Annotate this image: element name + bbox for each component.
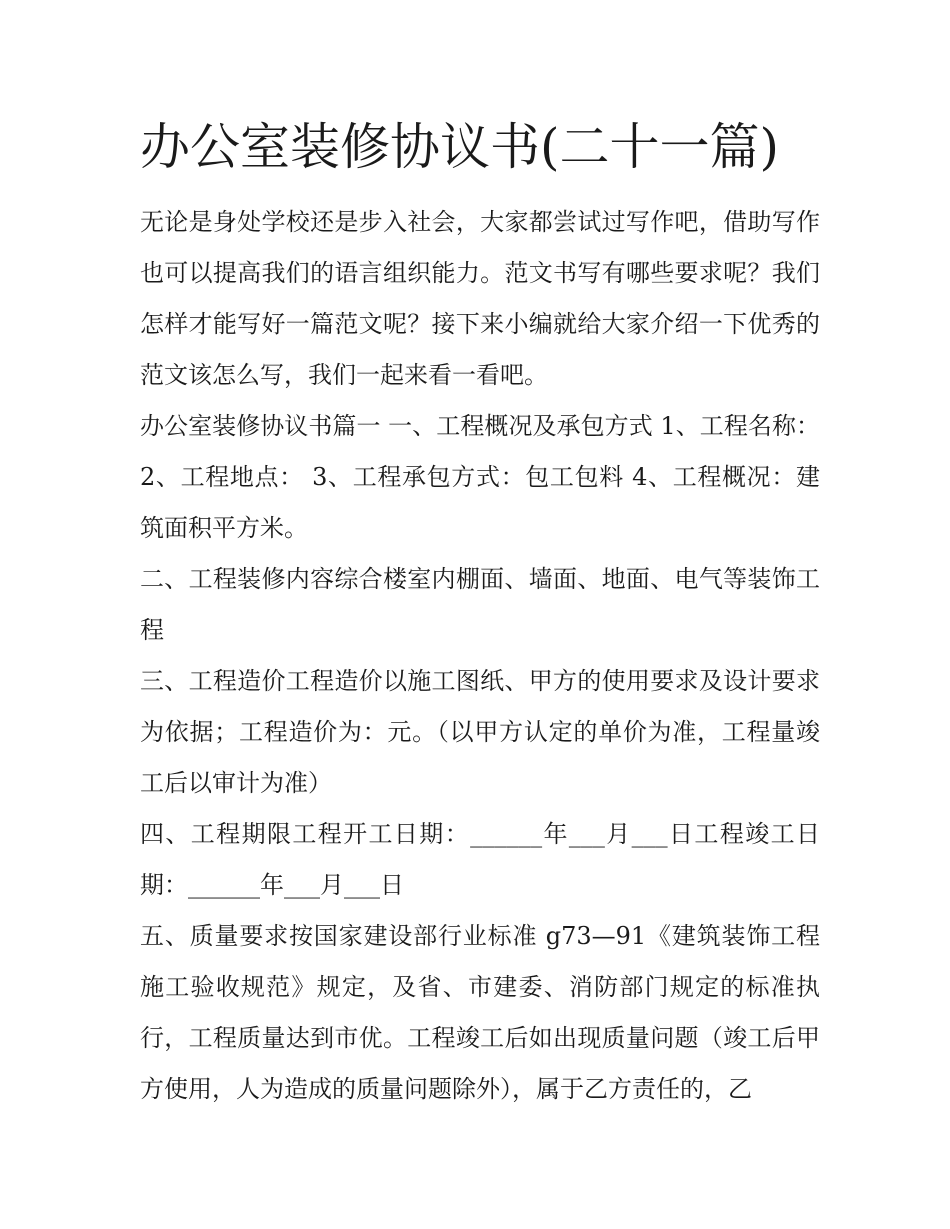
intro-paragraph: 无论是身处学校还是步入社会，大家都尝试过写作吧，借助写作也可以提高我们的语言组织能力。范文书写有哪些要求呢？我们怎样才能写好一篇范文呢？接下来小编就给大家介绍一下优秀的范文该怎么写，我们一起来看一看吧。 (140, 208, 820, 389)
document-title: 办公室装修协议书(二十一篇) (140, 118, 780, 176)
section-5-quality-requirements: 五、质量要求按国家建设部行业标准 g73—91《建筑装饰工程施工验收规范》规定，及省、市建委、消防部门规定的标准执行，工程质量达到市优。工程竣工后如出现质量问题（竣工后甲方使用，人为造成的质量问题除外），属于乙方责任的，乙 (140, 922, 820, 1103)
section-4-project-period: 四、工程期限工程开工日期：______年___月___日工程竣工日期：______年___月___日 (140, 820, 820, 899)
section-2-decoration-content: 二、工程装修内容综合楼室内棚面、墙面、地面、电气等装饰工程 (140, 565, 820, 644)
section-1-project-overview: 办公室装修协议书篇一 一、工程概况及承包方式 1、工程名称： 2、工程地点： 3、工程承包方式：包工包料 4、工程概况：建筑面积平方米。 (140, 412, 820, 542)
section-3-project-cost: 三、工程造价工程造价以施工图纸、甲方的使用要求及设计要求为依据；工程造价为：元。（以甲方认定的单价为准，工程量竣工后以审计为准） (140, 667, 820, 797)
document-body (140, 197, 820, 1115)
